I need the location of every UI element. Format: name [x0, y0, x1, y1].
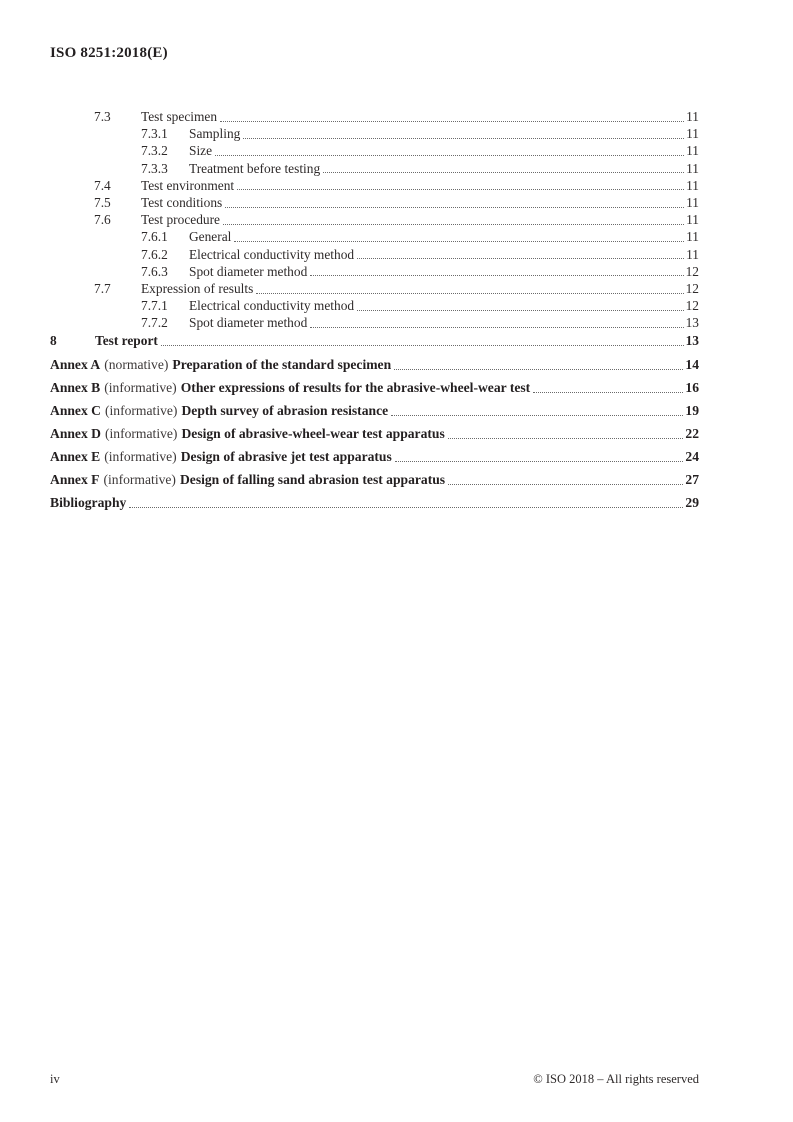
page-number: 11 [686, 194, 699, 210]
annex-kind: (informative) [104, 425, 178, 441]
clause-title: Test environment [141, 177, 235, 193]
dot-leader [220, 121, 684, 122]
page-number: 24 [685, 448, 699, 464]
dot-leader [161, 345, 684, 346]
dot-leader [391, 415, 683, 416]
dot-leader [357, 310, 684, 311]
annex-label: Bibliography [50, 494, 127, 510]
clause-title: Electrical conductivity method [189, 246, 355, 262]
dot-leader [533, 392, 683, 393]
annex-label: Annex A [50, 356, 101, 372]
toc-entry-row [50, 125, 699, 142]
annex-label: Annex B [50, 379, 101, 395]
clause-title: Treatment before testing [189, 160, 321, 176]
toc-entry-row [50, 142, 699, 159]
annex-title: Design of falling sand abrasion test apparatus [179, 471, 446, 487]
toc-entry-row [50, 332, 699, 349]
toc-annex-row [50, 376, 699, 399]
clause-number: 7.6.2 [141, 246, 168, 262]
annex-kind: (informative) [104, 402, 178, 418]
clause-number: 7.4 [94, 177, 111, 193]
dot-leader [448, 484, 683, 485]
toc-annex-row [50, 422, 699, 445]
annex-kind: (informative) [104, 379, 177, 395]
dot-leader [323, 172, 684, 173]
copyright-notice: © ISO 2018 – All rights reserved [533, 1072, 699, 1086]
toc-entry-row [50, 228, 699, 245]
page-number: 16 [685, 379, 699, 395]
page-number: 11 [686, 177, 699, 193]
page-number: 11 [686, 143, 699, 159]
dot-leader [448, 438, 684, 439]
clause-title: Spot diameter method [189, 263, 308, 279]
annex-kind: (informative) [104, 448, 177, 464]
dot-leader [234, 241, 684, 242]
document-reference-header: ISO 8251:2018(E) [50, 45, 168, 61]
page-number: 29 [685, 494, 699, 510]
clause-title: Sampling [189, 126, 241, 142]
clause-title: Spot diameter method [189, 315, 308, 331]
dot-leader [243, 138, 684, 139]
toc-annex-row [50, 468, 699, 491]
clause-number: 7.6 [94, 212, 111, 228]
toc-annex-row [50, 445, 699, 468]
dot-leader [237, 189, 684, 190]
toc-annex-row [50, 353, 699, 376]
page-number: 11 [686, 160, 699, 176]
dot-leader [310, 327, 683, 328]
toc-entry-row [50, 108, 699, 125]
clause-title: Test report [95, 333, 158, 349]
clause-title: Expression of results [141, 280, 254, 296]
annex-title: Design of abrasive jet test apparatus [180, 448, 392, 464]
clause-title: General [189, 229, 232, 245]
annex-kind: (informative) [103, 471, 176, 487]
annex-label: Annex C [50, 402, 101, 418]
annex-title: Depth survey of abrasion resistance [181, 402, 389, 418]
dot-leader [223, 224, 684, 225]
clause-number: 7.5 [94, 194, 111, 210]
toc-entry-row [50, 246, 699, 263]
annex-title: Other expressions of results for the abrasive-wheel-wear test [180, 379, 531, 395]
table-of-contents [50, 108, 699, 514]
page-number: 11 [686, 246, 699, 262]
page-number: 22 [685, 425, 699, 441]
toc-entry-row [50, 280, 699, 297]
page-number: 12 [685, 298, 699, 314]
clause-number: 7.7.2 [141, 315, 168, 331]
page-number: 11 [686, 229, 699, 245]
page-number: 19 [685, 402, 699, 418]
page-number: 13 [685, 333, 699, 349]
toc-entry-row [50, 160, 699, 177]
annex-label: Annex D [50, 425, 101, 441]
clause-number: 7.3 [94, 109, 111, 124]
toc-entry-row [50, 194, 699, 211]
toc-entry-row [50, 177, 699, 194]
page-number: 14 [685, 356, 699, 372]
toc-entry-row [50, 263, 699, 280]
toc-annex-entries [50, 353, 699, 514]
dot-leader [215, 155, 684, 156]
clause-number: 7.3.3 [141, 160, 168, 176]
toc-entry-row [50, 314, 699, 331]
roman-page-number: iv [50, 1072, 60, 1086]
toc-entry-row [50, 297, 699, 314]
clause-title: Test procedure [141, 212, 220, 228]
page-number: 13 [685, 315, 699, 331]
toc-clause-entries [50, 108, 699, 350]
page-number: 12 [685, 263, 699, 279]
page-number: 12 [685, 280, 699, 296]
page-number: 11 [686, 126, 699, 142]
annex-label: Annex E [50, 448, 101, 464]
clause-number: 7.3.2 [141, 143, 168, 159]
dot-leader [310, 275, 683, 276]
page-number: 11 [686, 109, 699, 124]
toc-entry-row [50, 211, 699, 228]
clause-title: Size [189, 143, 213, 159]
toc-annex-row [50, 491, 699, 514]
clause-number: 8 [50, 333, 57, 349]
clause-number: 7.6.1 [141, 229, 168, 245]
toc-annex-row [50, 399, 699, 422]
dot-leader [357, 258, 684, 259]
clause-number: 7.6.3 [141, 263, 168, 279]
annex-title: Design of abrasive-wheel-wear test apparatus [181, 425, 445, 441]
dot-leader [129, 507, 683, 508]
clause-title: Test conditions [141, 194, 223, 210]
dot-leader [225, 207, 684, 208]
page-number: 11 [686, 212, 699, 228]
annex-label: Annex F [50, 471, 100, 487]
dot-leader [394, 369, 683, 370]
clause-number: 7.7.1 [141, 298, 168, 314]
page-footer [50, 1072, 699, 1087]
clause-title: Test specimen [141, 109, 218, 124]
annex-title: Preparation of the standard specimen [172, 356, 392, 372]
clause-number: 7.3.1 [141, 126, 168, 142]
clause-number: 7.7 [94, 280, 111, 296]
dot-leader [395, 461, 684, 462]
annex-kind: (normative) [104, 356, 169, 372]
dot-leader [256, 293, 683, 294]
clause-title: Electrical conductivity method [189, 298, 355, 314]
page-number: 27 [685, 471, 699, 487]
